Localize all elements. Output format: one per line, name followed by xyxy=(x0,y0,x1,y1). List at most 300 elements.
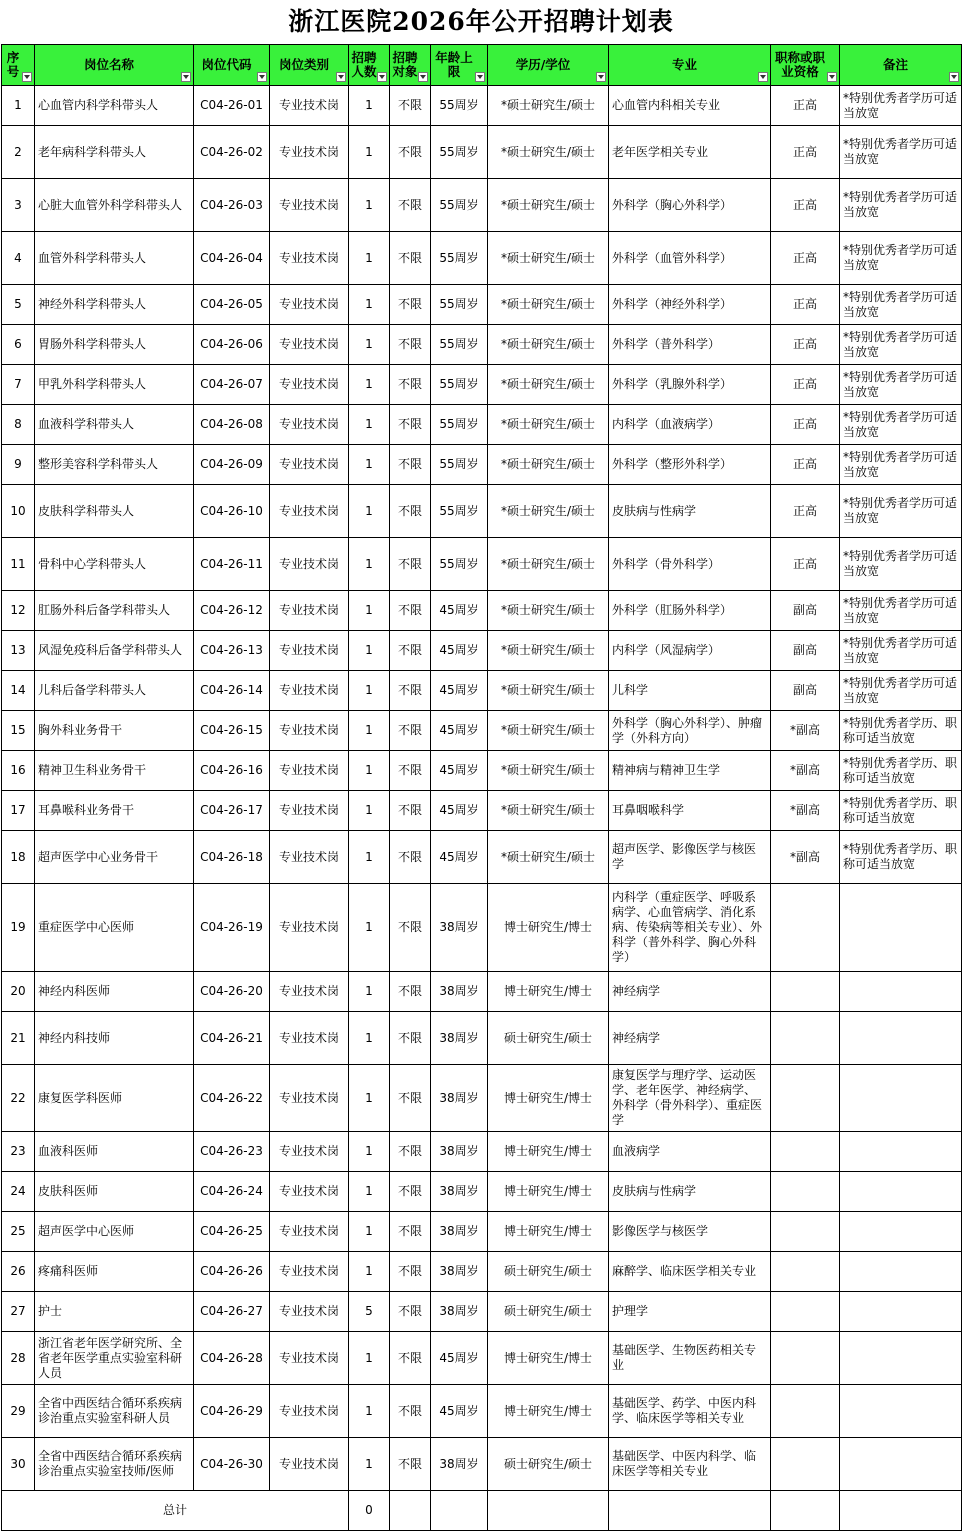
cell-education: *硕士研究生/硕士 xyxy=(488,631,609,671)
cell-title xyxy=(771,884,840,972)
cell-target: 不限 xyxy=(390,631,431,671)
cell-major: 外科学（肛肠外科学） xyxy=(609,591,771,631)
cell-category: 专业技术岗 xyxy=(270,791,349,831)
table-row xyxy=(2,1212,962,1252)
cell-target: 不限 xyxy=(390,1132,431,1172)
header-cell-title xyxy=(771,45,840,86)
table-row xyxy=(2,972,962,1012)
cell-target: 不限 xyxy=(390,179,431,232)
cell-code: C04-26-25 xyxy=(194,1212,270,1252)
cell-title: 副高 xyxy=(771,671,840,711)
cell-target: 不限 xyxy=(390,285,431,325)
cell-code: C04-26-07 xyxy=(194,365,270,405)
cell-category: 专业技术岗 xyxy=(270,1172,349,1212)
cell-title: 正高 xyxy=(771,445,840,485)
cell-code: C04-26-14 xyxy=(194,671,270,711)
cell-no: 14 xyxy=(2,671,35,711)
table-row xyxy=(2,711,962,751)
cell-count: 1 xyxy=(349,538,390,591)
cell-education: 硕士研究生/硕士 xyxy=(488,1012,609,1065)
header-cell-no xyxy=(2,45,35,86)
cell-major: 外科学（胸心外科学）、肿瘤学（外科方向） xyxy=(609,711,771,751)
cell-code: C04-26-10 xyxy=(194,485,270,538)
cell-name: 精神卫生科业务骨干 xyxy=(35,751,194,791)
cell-count: 1 xyxy=(349,591,390,631)
table-row xyxy=(2,1065,962,1132)
cell-name: 血液科医师 xyxy=(35,1132,194,1172)
cell-no: 18 xyxy=(2,831,35,884)
header-label: 专业 xyxy=(671,57,697,72)
cell-note xyxy=(840,1212,962,1252)
cell-title xyxy=(771,1292,840,1332)
cell-count: 1 xyxy=(349,365,390,405)
cell-note: *特别优秀者学历、职称可适当放宽 xyxy=(840,791,962,831)
cell-category: 专业技术岗 xyxy=(270,405,349,445)
cell-title xyxy=(771,972,840,1012)
cell-title: *副高 xyxy=(771,711,840,751)
filter-dropdown-icon[interactable] xyxy=(22,72,32,82)
cell-target: 不限 xyxy=(390,232,431,285)
header-cell-target xyxy=(390,45,431,86)
cell-category: 专业技术岗 xyxy=(270,179,349,232)
cell-age: 55周岁 xyxy=(431,86,488,126)
table-row xyxy=(2,1292,962,1332)
cell-education: *硕士研究生/硕士 xyxy=(488,485,609,538)
cell-note xyxy=(840,972,962,1012)
cell-age: 45周岁 xyxy=(431,751,488,791)
cell-code: C04-26-04 xyxy=(194,232,270,285)
cell-age: 38周岁 xyxy=(431,972,488,1012)
cell-note xyxy=(840,1132,962,1172)
cell-title: *副高 xyxy=(771,831,840,884)
table-row xyxy=(2,86,962,126)
header-cell-category xyxy=(270,45,349,86)
cell-no: 10 xyxy=(2,485,35,538)
cell-name: 血管外科学科带头人 xyxy=(35,232,194,285)
cell-category: 专业技术岗 xyxy=(270,751,349,791)
cell-education: *硕士研究生/硕士 xyxy=(488,591,609,631)
cell-major: 外科学（普外科学） xyxy=(609,325,771,365)
cell-major: 皮肤病与性病学 xyxy=(609,1172,771,1212)
cell-code: C04-26-18 xyxy=(194,831,270,884)
cell-note xyxy=(840,1012,962,1065)
cell-no: 4 xyxy=(2,232,35,285)
cell-code: C04-26-29 xyxy=(194,1385,270,1438)
cell-education: *硕士研究生/硕士 xyxy=(488,179,609,232)
cell-education: *硕士研究生/硕士 xyxy=(488,126,609,179)
cell-age: 38周岁 xyxy=(431,884,488,972)
cell-name: 全省中西医结合循环系疾病诊治重点实验室科研人员 xyxy=(35,1385,194,1438)
cell-age: 45周岁 xyxy=(431,711,488,751)
cell-target: 不限 xyxy=(390,1172,431,1212)
cell-age: 45周岁 xyxy=(431,1385,488,1438)
cell-education: 硕士研究生/硕士 xyxy=(488,1438,609,1491)
cell-age: 38周岁 xyxy=(431,1252,488,1292)
table-row xyxy=(2,791,962,831)
cell-age: 45周岁 xyxy=(431,791,488,831)
cell-target: 不限 xyxy=(390,405,431,445)
cell-name: 疼痛科医师 xyxy=(35,1252,194,1292)
cell-count: 1 xyxy=(349,884,390,972)
cell-major: 超声医学、影像医学与核医学 xyxy=(609,831,771,884)
cell-note: *特别优秀者学历可适当放宽 xyxy=(840,538,962,591)
header-cell-code xyxy=(194,45,270,86)
cell-count: 1 xyxy=(349,179,390,232)
cell-category: 专业技术岗 xyxy=(270,1012,349,1065)
cell-count: 1 xyxy=(349,1132,390,1172)
cell-note: *特别优秀者学历、职称可适当放宽 xyxy=(840,831,962,884)
cell-code: C04-26-12 xyxy=(194,591,270,631)
cell-count: 1 xyxy=(349,1012,390,1065)
header-label: 职称或职业资格 xyxy=(774,50,825,79)
total-value: 0 xyxy=(349,1491,390,1531)
cell-count: 1 xyxy=(349,671,390,711)
cell-count: 1 xyxy=(349,751,390,791)
cell-code: C04-26-26 xyxy=(194,1252,270,1292)
header-label: 年龄上限 xyxy=(435,50,473,79)
cell-target: 不限 xyxy=(390,1332,431,1385)
cell-no: 27 xyxy=(2,1292,35,1332)
cell-age: 38周岁 xyxy=(431,1438,488,1491)
table-row xyxy=(2,232,962,285)
cell-name: 耳鼻喉科业务骨干 xyxy=(35,791,194,831)
cell-age: 55周岁 xyxy=(431,126,488,179)
cell-code: C04-26-30 xyxy=(194,1438,270,1491)
filter-dropdown-icon[interactable] xyxy=(596,72,606,82)
cell-count: 1 xyxy=(349,972,390,1012)
table-row xyxy=(2,365,962,405)
cell-code: C04-26-24 xyxy=(194,1172,270,1212)
cell-count: 1 xyxy=(349,1065,390,1132)
cell-title xyxy=(771,1172,840,1212)
cell-no: 13 xyxy=(2,631,35,671)
cell-title: *副高 xyxy=(771,791,840,831)
cell-code: C04-26-01 xyxy=(194,86,270,126)
cell-title xyxy=(771,1132,840,1172)
cell-major: 血液病学 xyxy=(609,1132,771,1172)
cell-major: 麻醉学、临床医学相关专业 xyxy=(609,1252,771,1292)
cell-age: 55周岁 xyxy=(431,365,488,405)
cell-target: 不限 xyxy=(390,1212,431,1252)
cell-category: 专业技术岗 xyxy=(270,1438,349,1491)
cell-age: 38周岁 xyxy=(431,1172,488,1212)
cell-education: *硕士研究生/硕士 xyxy=(488,365,609,405)
cell-major: 外科学（神经外科学） xyxy=(609,285,771,325)
cell-note: *特别优秀者学历可适当放宽 xyxy=(840,232,962,285)
cell-title xyxy=(771,1065,840,1132)
cell-title xyxy=(771,1252,840,1292)
cell-major: 基础医学、药学、中医内科学、临床医学等相关专业 xyxy=(609,1385,771,1438)
cell-target: 不限 xyxy=(390,485,431,538)
cell-no: 28 xyxy=(2,1332,35,1385)
cell-title: 正高 xyxy=(771,126,840,179)
cell-title: 正高 xyxy=(771,285,840,325)
cell-target: 不限 xyxy=(390,445,431,485)
cell-target: 不限 xyxy=(390,538,431,591)
cell-count: 1 xyxy=(349,831,390,884)
header-cell-age xyxy=(431,45,488,86)
cell-no: 16 xyxy=(2,751,35,791)
cell-title: 正高 xyxy=(771,232,840,285)
cell-note xyxy=(840,1065,962,1132)
empty-cell xyxy=(488,1491,609,1531)
recruitment-table xyxy=(1,44,962,1531)
cell-code: C04-26-13 xyxy=(194,631,270,671)
header-label: 岗位代码 xyxy=(201,57,252,72)
cell-code: C04-26-08 xyxy=(194,405,270,445)
cell-education: *硕士研究生/硕士 xyxy=(488,671,609,711)
cell-note: *特别优秀者学历可适当放宽 xyxy=(840,126,962,179)
cell-no: 1 xyxy=(2,86,35,126)
cell-education: *硕士研究生/硕士 xyxy=(488,325,609,365)
cell-code: C04-26-02 xyxy=(194,126,270,179)
cell-major: 精神病与精神卫生学 xyxy=(609,751,771,791)
cell-no: 11 xyxy=(2,538,35,591)
cell-note xyxy=(840,1252,962,1292)
cell-category: 专业技术岗 xyxy=(270,538,349,591)
table-row xyxy=(2,831,962,884)
cell-name: 儿科后备学科带头人 xyxy=(35,671,194,711)
cell-age: 38周岁 xyxy=(431,1065,488,1132)
cell-education: *硕士研究生/硕士 xyxy=(488,285,609,325)
table-row xyxy=(2,179,962,232)
table-body xyxy=(2,86,962,1491)
cell-major: 皮肤病与性病学 xyxy=(609,485,771,538)
cell-count: 1 xyxy=(349,485,390,538)
cell-education: 硕士研究生/硕士 xyxy=(488,1252,609,1292)
cell-name: 全省中西医结合循环系疾病诊治重点实验室技师/医师 xyxy=(35,1438,194,1491)
table-row xyxy=(2,631,962,671)
cell-no: 9 xyxy=(2,445,35,485)
empty-cell xyxy=(771,1491,840,1531)
cell-count: 1 xyxy=(349,1252,390,1292)
table-row xyxy=(2,591,962,631)
cell-education: 博士研究生/博士 xyxy=(488,972,609,1012)
cell-education: *硕士研究生/硕士 xyxy=(488,831,609,884)
cell-category: 专业技术岗 xyxy=(270,1385,349,1438)
cell-title: 副高 xyxy=(771,631,840,671)
cell-title xyxy=(771,1212,840,1252)
cell-age: 38周岁 xyxy=(431,1212,488,1252)
cell-no: 22 xyxy=(2,1065,35,1132)
cell-category: 专业技术岗 xyxy=(270,1252,349,1292)
cell-target: 不限 xyxy=(390,1252,431,1292)
table-row xyxy=(2,1132,962,1172)
header-cell-name xyxy=(35,45,194,86)
cell-target: 不限 xyxy=(390,711,431,751)
empty-cell xyxy=(840,1491,962,1531)
cell-no: 26 xyxy=(2,1252,35,1292)
cell-major: 耳鼻咽喉科学 xyxy=(609,791,771,831)
cell-name: 胸外科业务骨干 xyxy=(35,711,194,751)
cell-age: 55周岁 xyxy=(431,179,488,232)
cell-education: 博士研究生/博士 xyxy=(488,1132,609,1172)
filter-dropdown-icon[interactable] xyxy=(475,72,485,82)
header-label: 岗位类别 xyxy=(278,57,329,72)
cell-note: *特别优秀者学历、职称可适当放宽 xyxy=(840,711,962,751)
filter-dropdown-icon[interactable] xyxy=(418,72,428,82)
cell-major: 基础医学、生物医药相关专业 xyxy=(609,1332,771,1385)
cell-education: *硕士研究生/硕士 xyxy=(488,791,609,831)
header-row xyxy=(2,45,962,86)
cell-major: 外科学（骨外科学） xyxy=(609,538,771,591)
cell-age: 45周岁 xyxy=(431,671,488,711)
cell-code: C04-26-21 xyxy=(194,1012,270,1065)
filter-dropdown-icon[interactable] xyxy=(181,72,191,82)
cell-major: 外科学（整形外科学） xyxy=(609,445,771,485)
cell-note: *特别优秀者学历、职称可适当放宽 xyxy=(840,751,962,791)
cell-count: 1 xyxy=(349,405,390,445)
cell-category: 专业技术岗 xyxy=(270,631,349,671)
filter-dropdown-icon[interactable] xyxy=(949,72,959,82)
cell-code: C04-26-22 xyxy=(194,1065,270,1132)
cell-name: 重症医学中心医师 xyxy=(35,884,194,972)
cell-education: 硕士研究生/硕士 xyxy=(488,1292,609,1332)
empty-cell xyxy=(609,1491,771,1531)
cell-note: *特别优秀者学历可适当放宽 xyxy=(840,325,962,365)
filter-dropdown-icon[interactable] xyxy=(377,72,387,82)
cell-education: *硕士研究生/硕士 xyxy=(488,232,609,285)
cell-title: 正高 xyxy=(771,86,840,126)
cell-age: 55周岁 xyxy=(431,485,488,538)
header-label: 招聘对象 xyxy=(392,50,418,79)
page-title: 浙江医院2026年公开招聘计划表 xyxy=(288,7,674,36)
table-row xyxy=(2,1438,962,1491)
cell-age: 45周岁 xyxy=(431,591,488,631)
cell-count: 1 xyxy=(349,232,390,285)
cell-major: 影像医学与核医学 xyxy=(609,1212,771,1252)
cell-education: 博士研究生/博士 xyxy=(488,884,609,972)
empty-cell xyxy=(390,1491,431,1531)
cell-note xyxy=(840,1438,962,1491)
cell-title: 正高 xyxy=(771,365,840,405)
cell-major: 内科学（风湿病学） xyxy=(609,631,771,671)
cell-no: 30 xyxy=(2,1438,35,1491)
cell-name: 甲乳外科学科带头人 xyxy=(35,365,194,405)
total-row xyxy=(2,1491,962,1531)
filter-dropdown-icon[interactable] xyxy=(257,72,267,82)
cell-education: 博士研究生/博士 xyxy=(488,1212,609,1252)
table-row xyxy=(2,884,962,972)
cell-count: 1 xyxy=(349,711,390,751)
cell-education: *硕士研究生/硕士 xyxy=(488,751,609,791)
cell-title: 副高 xyxy=(771,591,840,631)
cell-no: 15 xyxy=(2,711,35,751)
table-row xyxy=(2,751,962,791)
cell-title: 正高 xyxy=(771,179,840,232)
cell-name: 老年病科学科带头人 xyxy=(35,126,194,179)
cell-target: 不限 xyxy=(390,972,431,1012)
cell-education: *硕士研究生/硕士 xyxy=(488,86,609,126)
cell-no: 23 xyxy=(2,1132,35,1172)
cell-title xyxy=(771,1385,840,1438)
cell-title xyxy=(771,1438,840,1491)
cell-target: 不限 xyxy=(390,791,431,831)
cell-category: 专业技术岗 xyxy=(270,1132,349,1172)
cell-code: C04-26-16 xyxy=(194,751,270,791)
header-cell-note xyxy=(840,45,962,86)
filter-dropdown-icon[interactable] xyxy=(758,72,768,82)
cell-note: *特别优秀者学历可适当放宽 xyxy=(840,405,962,445)
cell-no: 19 xyxy=(2,884,35,972)
cell-no: 5 xyxy=(2,285,35,325)
cell-category: 专业技术岗 xyxy=(270,232,349,285)
cell-count: 1 xyxy=(349,86,390,126)
cell-target: 不限 xyxy=(390,751,431,791)
cell-count: 1 xyxy=(349,1438,390,1491)
cell-age: 45周岁 xyxy=(431,631,488,671)
table-row xyxy=(2,325,962,365)
cell-code: C04-26-19 xyxy=(194,884,270,972)
cell-target: 不限 xyxy=(390,884,431,972)
cell-major: 内科学（血液病学） xyxy=(609,405,771,445)
cell-target: 不限 xyxy=(390,325,431,365)
filter-dropdown-icon[interactable] xyxy=(827,72,837,82)
cell-count: 1 xyxy=(349,285,390,325)
cell-note: *特别优秀者学历可适当放宽 xyxy=(840,285,962,325)
cell-name: 超声医学中心医师 xyxy=(35,1212,194,1252)
total-label: 总计 xyxy=(2,1491,349,1531)
cell-no: 20 xyxy=(2,972,35,1012)
cell-target: 不限 xyxy=(390,1065,431,1132)
cell-education: 博士研究生/博士 xyxy=(488,1172,609,1212)
cell-major: 基础医学、中医内科学、临床医学等相关专业 xyxy=(609,1438,771,1491)
cell-no: 12 xyxy=(2,591,35,631)
cell-name: 心脏大血管外科学科带头人 xyxy=(35,179,194,232)
cell-category: 专业技术岗 xyxy=(270,1292,349,1332)
cell-major: 内科学（重症医学、呼吸系病学、心血管病学、消化系病、传染病等相关专业）、外科学（普外科学、胸心外科学） xyxy=(609,884,771,972)
cell-no: 21 xyxy=(2,1012,35,1065)
table-row xyxy=(2,126,962,179)
cell-name: 血液科学科带头人 xyxy=(35,405,194,445)
cell-target: 不限 xyxy=(390,831,431,884)
cell-name: 肛肠外科后备学科带头人 xyxy=(35,591,194,631)
cell-no: 29 xyxy=(2,1385,35,1438)
filter-dropdown-icon[interactable] xyxy=(336,72,346,82)
cell-note: *特别优秀者学历可适当放宽 xyxy=(840,591,962,631)
cell-no: 3 xyxy=(2,179,35,232)
cell-name: 皮肤科学科带头人 xyxy=(35,485,194,538)
cell-code: C04-26-27 xyxy=(194,1292,270,1332)
cell-major: 护理学 xyxy=(609,1292,771,1332)
cell-name: 整形美容科学科带头人 xyxy=(35,445,194,485)
empty-cell xyxy=(431,1491,488,1531)
cell-age: 38周岁 xyxy=(431,1292,488,1332)
cell-note xyxy=(840,1332,962,1385)
header-label: 学历/学位 xyxy=(515,57,571,72)
cell-note xyxy=(840,1385,962,1438)
cell-no: 7 xyxy=(2,365,35,405)
cell-category: 专业技术岗 xyxy=(270,445,349,485)
cell-code: C04-26-03 xyxy=(194,179,270,232)
table-row xyxy=(2,285,962,325)
cell-no: 6 xyxy=(2,325,35,365)
cell-category: 专业技术岗 xyxy=(270,325,349,365)
cell-code: C04-26-17 xyxy=(194,791,270,831)
cell-target: 不限 xyxy=(390,671,431,711)
cell-education: 博士研究生/博士 xyxy=(488,1332,609,1385)
table-row xyxy=(2,671,962,711)
cell-name: 神经外科学科带头人 xyxy=(35,285,194,325)
cell-name: 皮肤科医师 xyxy=(35,1172,194,1212)
cell-target: 不限 xyxy=(390,126,431,179)
cell-major: 老年医学相关专业 xyxy=(609,126,771,179)
cell-note: *特别优秀者学历可适当放宽 xyxy=(840,86,962,126)
cell-title xyxy=(771,1332,840,1385)
cell-count: 1 xyxy=(349,631,390,671)
cell-title: *副高 xyxy=(771,751,840,791)
cell-name: 护士 xyxy=(35,1292,194,1332)
